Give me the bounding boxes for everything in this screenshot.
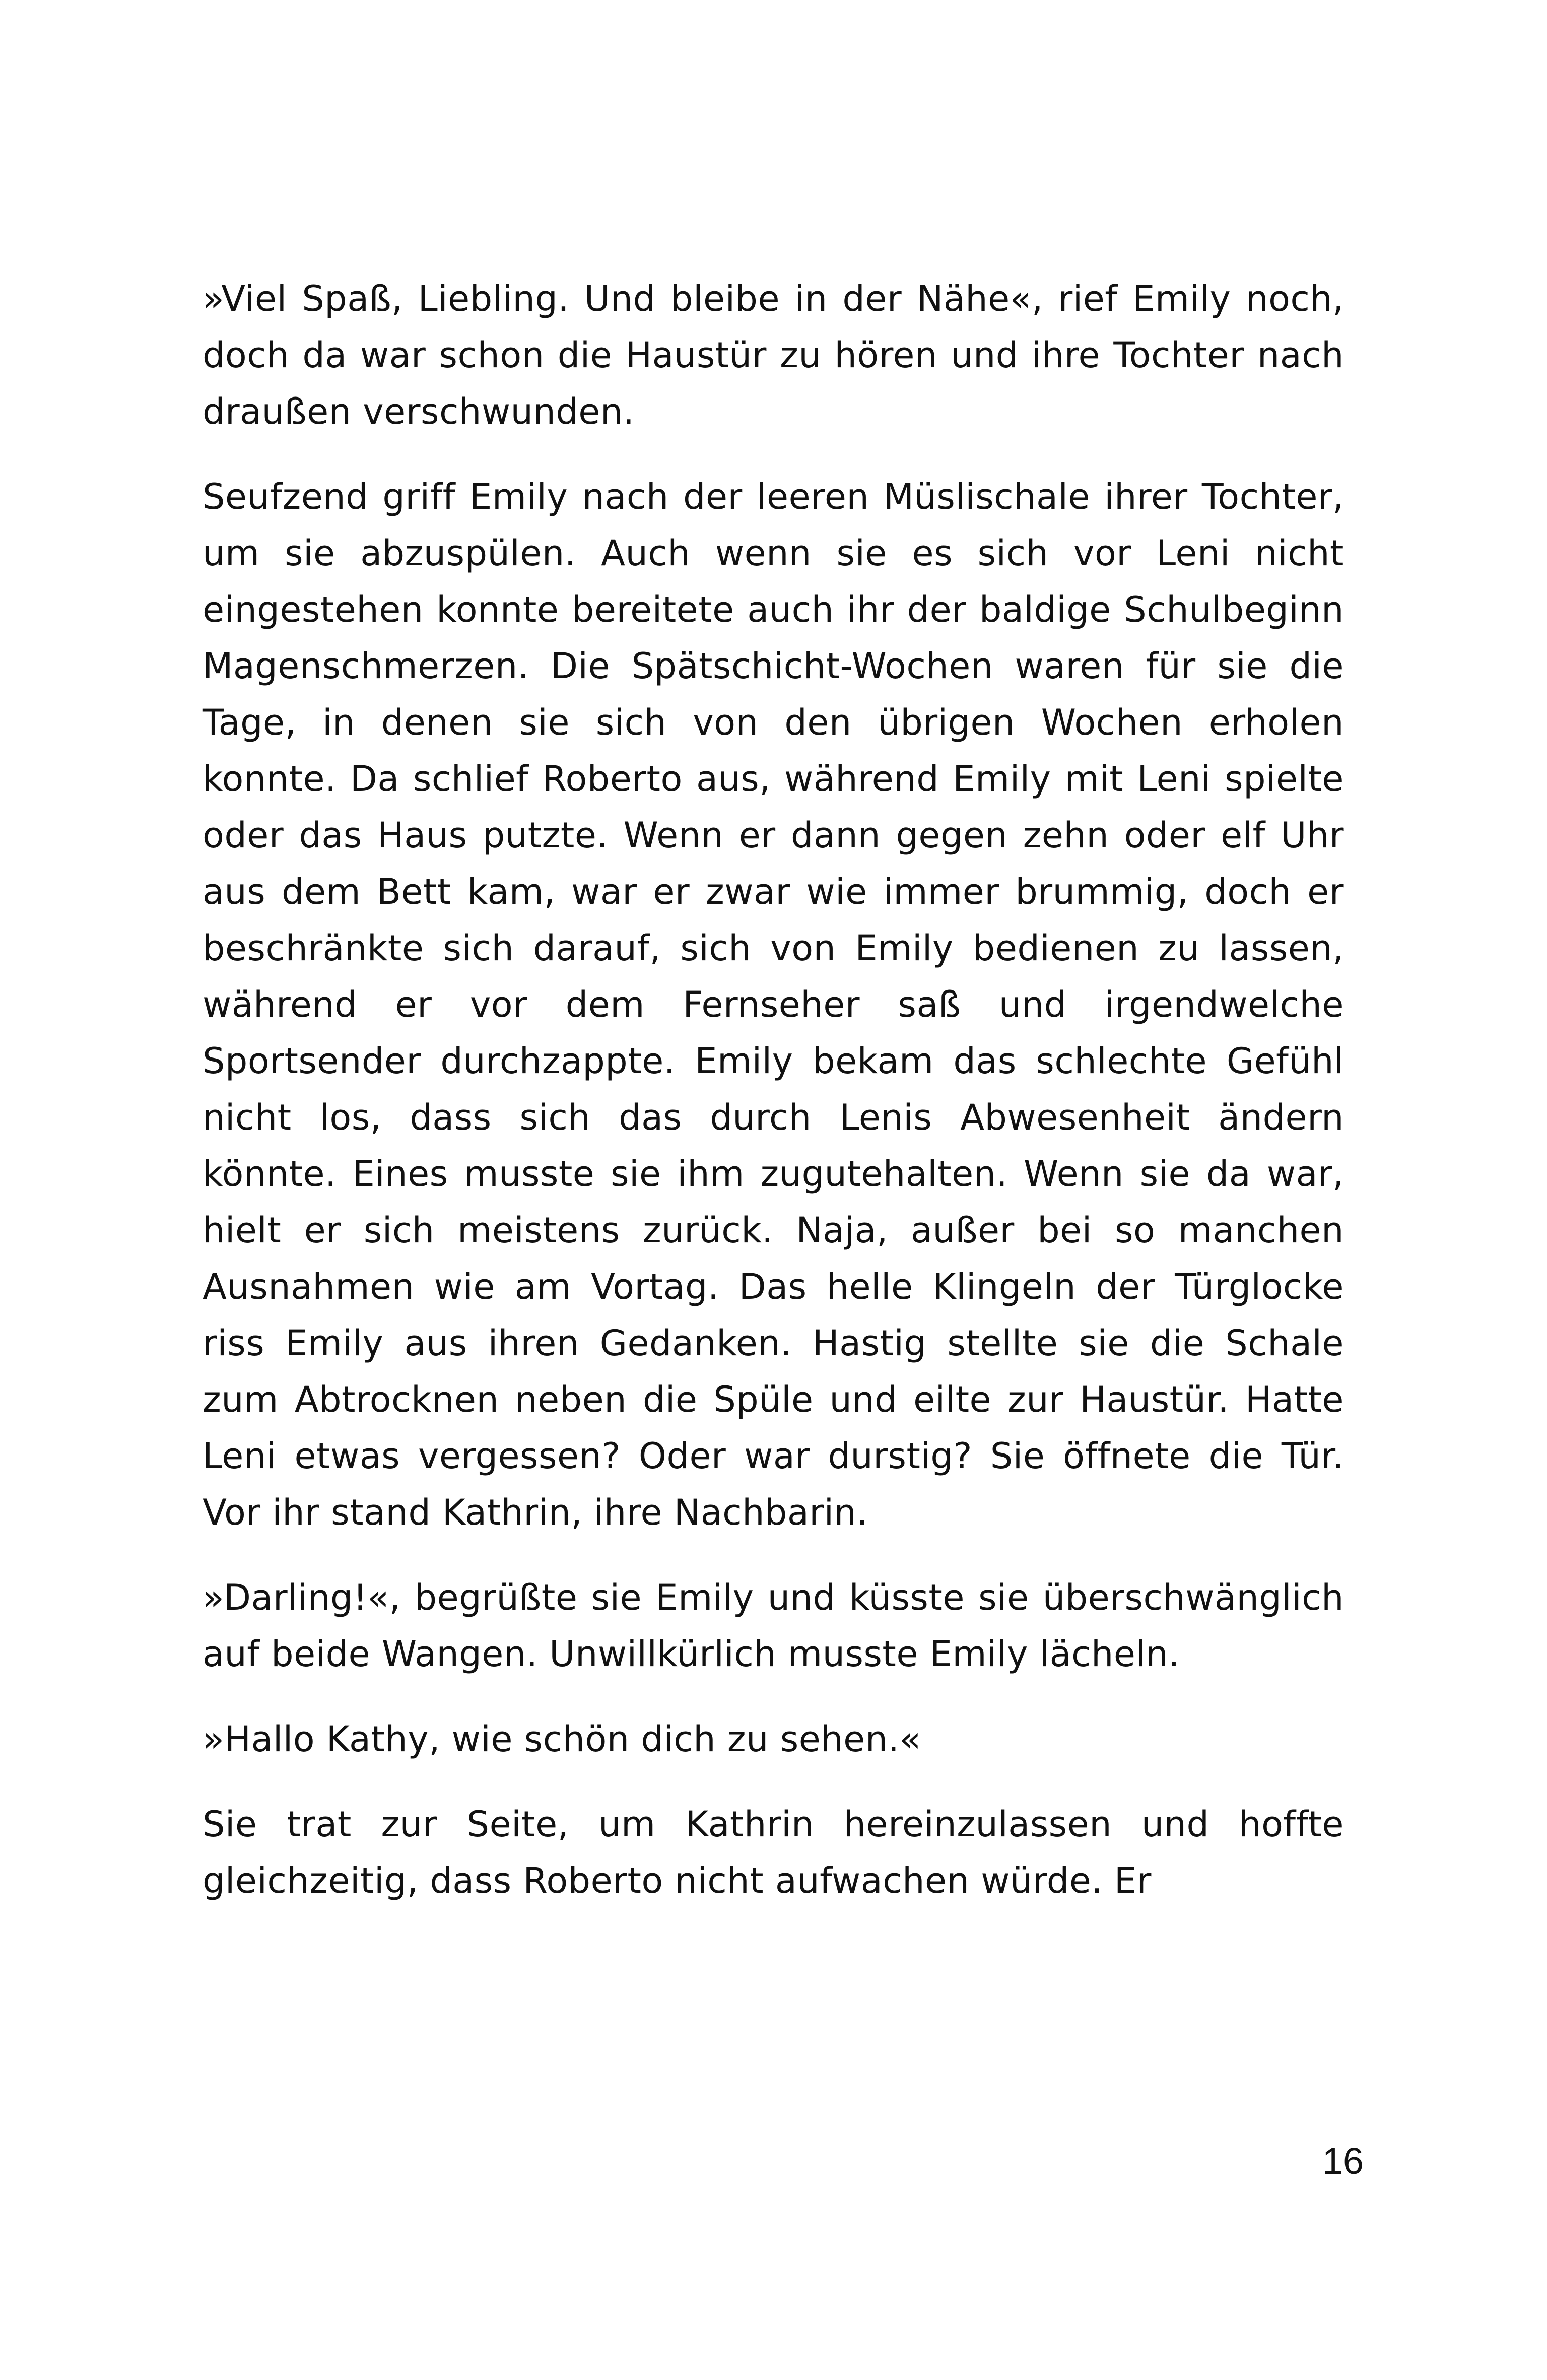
paragraph-3: »Darling!«, begrüßte sie Emily und küsste sie überschwänglich auf beide Wangen. Unwillkürlich musste Emily lächeln. bbox=[203, 1577, 1344, 1675]
paragraph-5: Sie trat zur Seite, um Kathrin hereinzulassen und hoffte gleichzeitig, dass Roberto nicht aufwachen würde. Er bbox=[203, 1804, 1344, 1901]
paragraph-1: »Viel Spaß, Liebling. Und bleibe in der Nähe«, rief Emily noch, doch da war schon die Haustür zu hören und ihre Tochter nach draußen verschwunden. bbox=[203, 278, 1344, 432]
paragraph-2: Seufzend griff Emily nach der leeren Müslischale ihrer Tochter, um sie abzuspülen. Auch wenn sie es sich vor Leni nicht eingestehen konnte bereitete auch ihr der baldige Schulbeginn Magenschmerzen. Die Spätschicht-Wochen waren für sie die Tage, in denen sie sich von den übrigen Wochen erholen konnte. Da schlief Roberto aus, während Emily mit Leni spielte oder das Haus putzte. Wenn er dann gegen zehn oder elf Uhr aus dem Bett kam, war er zwar wie immer brummig, doch er beschränkte sich darauf, sich von Emily bedienen zu lassen, während er vor dem Fernseher saß und irgendwelche Sportsender durchzappte. Emily bekam das schlechte Gefühl nicht los, dass sich das durch Lenis Abwesenheit ändern könnte. Eines musste sie ihm zugutehalten. Wenn sie da war, hielt er sich meistens zurück. Naja, außer bei so manchen Ausnahmen wie am Vortag. Das helle Klingeln der Türglocke riss Emily aus ihren Gedanken. Hastig stellte sie die Schale zum Abtrocknen neben die Spüle und eilte zur Haustür. Hatte Leni etwas vergessen? Oder war durstig? Sie öffnete die Tür. Vor ihr stand Kathrin, ihre Nachbarin. bbox=[203, 476, 1344, 1533]
paragraph-4: »Hallo Kathy, wie schön dich zu sehen.« bbox=[203, 1718, 921, 1760]
body-text bbox=[203, 271, 1344, 1938]
page-number: 16 bbox=[1322, 2140, 1364, 2182]
